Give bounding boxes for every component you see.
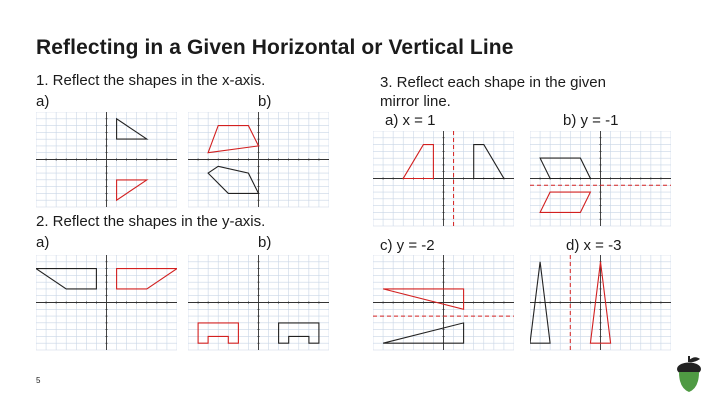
q2-b-label: b) xyxy=(258,234,272,251)
grid-q3b xyxy=(530,131,671,227)
grid-q3c xyxy=(373,255,514,351)
q3-c-label: c) y = -2 xyxy=(380,237,435,254)
q1-heading: 1. Reflect the shapes in the x-axis. xyxy=(36,72,266,89)
grid-q3a xyxy=(373,131,514,227)
q3-b-label: b) y = -1 xyxy=(563,112,619,129)
page-number: 5 xyxy=(36,376,41,385)
grid-q1a xyxy=(36,112,177,208)
q3-heading-line1: 3. Reflect each shape in the given xyxy=(380,74,606,91)
acorn-icon xyxy=(674,354,704,394)
q2-a-label: a) xyxy=(36,234,50,251)
q3-d-label: d) x = -3 xyxy=(566,237,622,254)
grid-q3d xyxy=(530,255,671,351)
q2-heading: 2. Reflect the shapes in the y-axis. xyxy=(36,213,266,230)
q3-a-label: a) x = 1 xyxy=(385,112,436,129)
q3-heading-line2: mirror line. xyxy=(380,93,451,110)
grid-q2a xyxy=(36,255,177,351)
page-title: Reflecting in a Given Horizontal or Vertical Line xyxy=(36,36,514,59)
q1-b-label: b) xyxy=(258,93,272,110)
grid-q2b xyxy=(188,255,329,351)
q1-a-label: a) xyxy=(36,93,50,110)
grid-q1b xyxy=(188,112,329,208)
